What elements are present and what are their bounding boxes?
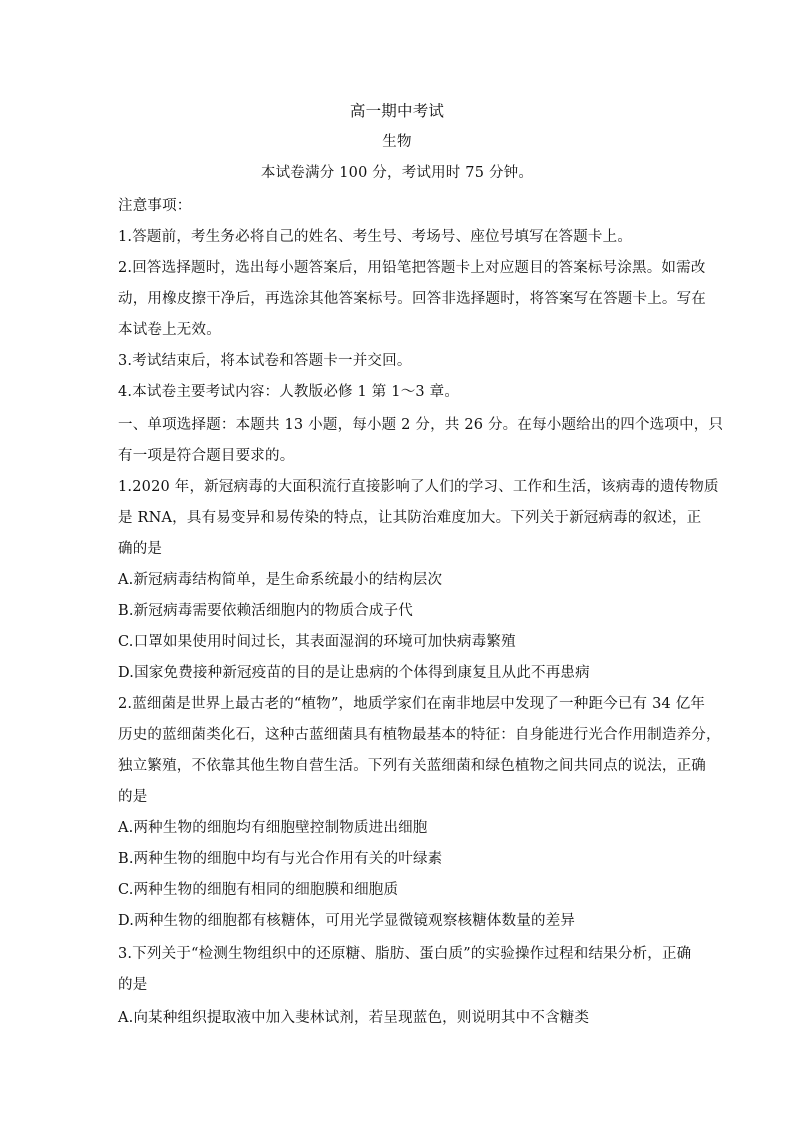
exam-title: 高一期中考试: [349, 102, 445, 120]
question-stem: 3.下列关于“检测生物组织中的还原糖、脂肪、蛋白质”的实验操作过程和结果分析，正确: [118, 946, 692, 962]
question-option: B.两种生物的细胞中均有与光合作用有关的叶绿素: [118, 851, 443, 867]
question-option: A.向某种组织提取液中加入斐林试剂，若呈现蓝色，则说明其中不含糖类: [118, 1010, 590, 1026]
question-option: A.两种生物的细胞均有细胞壁控制物质进出细胞: [118, 820, 428, 836]
question-stem: 的是: [118, 977, 148, 993]
section-heading: 一、单项选择题：本题共 13 小题，每小题 2 分，共 26 分。在每小题给出的四个选项中，只: [118, 417, 724, 433]
note-line: 3.考试结束后，将本试卷和答题卡一并交回。: [118, 353, 412, 369]
note-line: 本试卷上无效。: [118, 322, 221, 338]
subject-title: 生物: [382, 134, 412, 150]
question-option: D.国家免费接种新冠疫苗的目的是让患病的个体得到康复且从此不再患病: [118, 665, 590, 681]
note-line: 1.答题前，考生务必将自己的姓名、考生号、考场号、座位号填写在答题卡上。: [118, 229, 633, 245]
question-option: B.新冠病毒需要依赖活细胞内的物质合成子代: [118, 603, 413, 619]
section-heading: 有一项是符合题目要求的。: [118, 448, 295, 464]
exam-info: 本试卷满分 100 分，考试用时 75 分钟。: [260, 165, 534, 181]
question-option: A.新冠病毒结构简单，是生命系统最小的结构层次: [118, 572, 443, 588]
question-stem: 1.2020 年，新冠病毒的大面积流行直接影响了人们的学习、工作和生活，该病毒的遗传物质: [118, 479, 719, 495]
question-stem: 的是: [118, 789, 148, 805]
notes-heading: 注意事项：: [118, 198, 192, 214]
question-option: C.口罩如果使用时间过长，其表面湿润的环境可加快病毒繁殖: [118, 634, 516, 650]
question-stem: 独立繁殖，不依靠其他生物自营生活。下列有关蓝细菌和绿色植物之间共同点的说法，正确: [118, 758, 706, 774]
note-line: 动，用橡皮擦干净后，再选涂其他答案标号。回答非选择题时，将答案写在答题卡上。写在: [118, 291, 706, 307]
question-stem: 确的是: [118, 541, 163, 557]
note-line: 2.回答选择题时，选出每小题答案后，用铅笔把答题卡上对应题目的答案标号涂黑。如需改: [118, 260, 706, 276]
question-stem: 是 RNA，具有易变异和易传染的特点，让其防治难度加大。下列关于新冠病毒的叙述，正: [118, 510, 702, 526]
question-stem: 历史的蓝细菌类化石，这种古蓝细菌具有植物最基本的特征：自身能进行光合作用制造养分，: [118, 727, 721, 743]
note-line: 4.本试卷主要考试内容：人教版必修 1 第 1～3 章。: [118, 384, 460, 400]
question-option: C.两种生物的细胞有相同的细胞膜和细胞质: [118, 882, 399, 898]
question-stem: 2.蓝细菌是世界上最古老的“植物”，地质学家们在南非地层中发现了一种距今已有 34 亿年: [118, 696, 706, 712]
question-option: D.两种生物的细胞都有核糖体，可用光学显微镜观察核糖体数量的差异: [118, 913, 576, 929]
